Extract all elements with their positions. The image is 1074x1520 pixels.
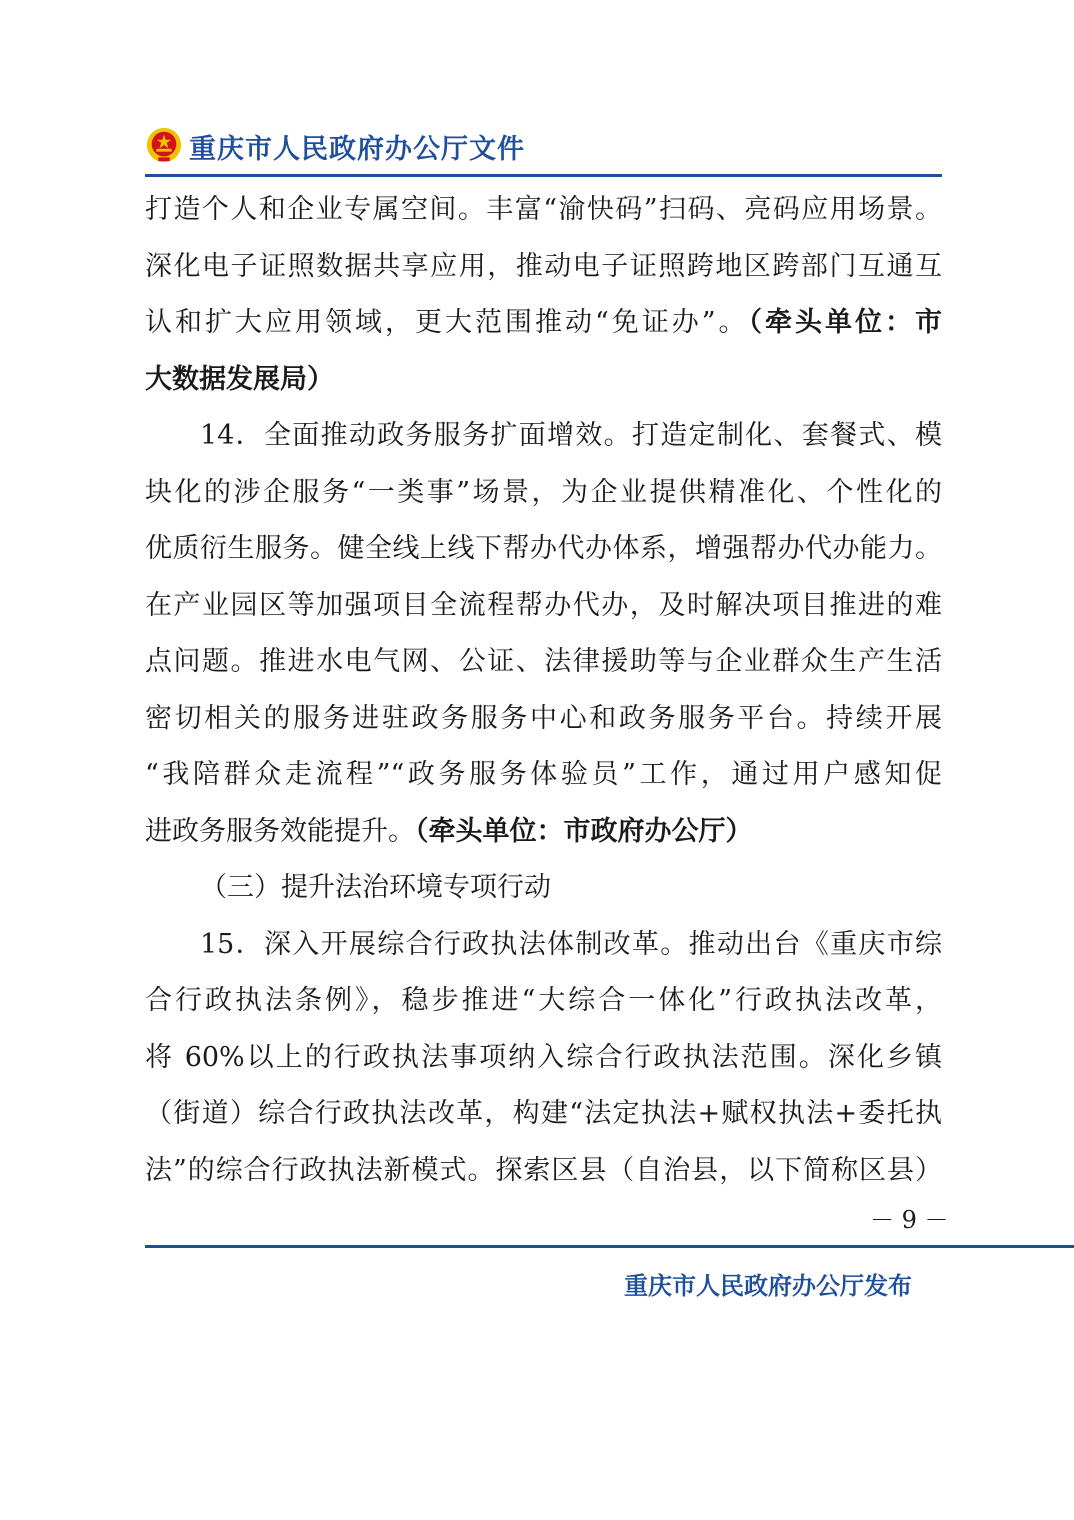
header-title: 重庆市人民政府办公厅文件 (189, 134, 525, 165)
text-line: 合行政执法条例》，稳步推进“大综合一体化”行政执法改革， (145, 985, 942, 1016)
text-line: 深化电子证照数据共享应用，推动电子证照跨地区跨部门互通互 (145, 250, 942, 282)
header-divider (145, 174, 942, 177)
page-number: － 9 － (870, 1206, 949, 1234)
document-header (145, 120, 945, 172)
text-line: 在产业园区等加强项目全流程帮办代办，及时解决项目推进的难 (145, 589, 942, 621)
text-line: （街道）综合行政执法改革，构建“法定执法+赋权执法+委托执 (145, 1098, 942, 1129)
text-line: 块化的涉企服务“一类事”场景，为企业提供精准化、个性化的 (145, 476, 942, 508)
text-line (145, 804, 942, 861)
national-emblem-icon (145, 126, 183, 164)
footer-publisher: 重庆市人民政府办公厅发布 (624, 1272, 912, 1300)
text-line: 打造个人和企业专属空间。丰富“渝快码”扫码、亮码应用场景。 (145, 194, 942, 225)
text-run: 认和扩大应用领域，更大范围推动“免证办”。 (145, 307, 749, 338)
document-body (145, 182, 942, 1199)
lead-unit: （牵头单位：市 (748, 307, 942, 338)
text-run: 进政务服务效能提升。 (145, 815, 415, 847)
lead-unit: 大数据发展局） (145, 363, 334, 395)
text-line (145, 295, 942, 352)
text-line: 15．深入开展综合行政执法体制改革。推动出台《重庆市综 (200, 928, 942, 960)
text-line: “我陪群众走流程”“政务服务体验员”工作，通过用户感知促 (145, 759, 942, 790)
section-heading: （三）提升法治环境专项行动 (200, 872, 551, 903)
footer-divider (145, 1245, 1074, 1248)
text-line: 14．全面推动政务服务扩面增效。打造定制化、套餐式、模 (200, 420, 942, 451)
lead-unit: （牵头单位：市政府办公厅） (415, 815, 753, 847)
text-line: 法”的综合行政执法新模式。探索区县（自治县，以下简称区县） (145, 1154, 942, 1186)
text-line: 点问题。推进水电气网、公证、法律援助等与企业群众生产生活 (145, 646, 942, 677)
text-line: 密切相关的服务进驻政务服务中心和政务服务平台。持续开展 (145, 702, 942, 734)
text-line: 优质衍生服务。健全线上线下帮办代办体系，增强帮办代办能力。 (145, 533, 942, 564)
text-line: 将 60%以上的行政执法事项纳入综合行政执法范围。深化乡镇 (145, 1041, 942, 1073)
